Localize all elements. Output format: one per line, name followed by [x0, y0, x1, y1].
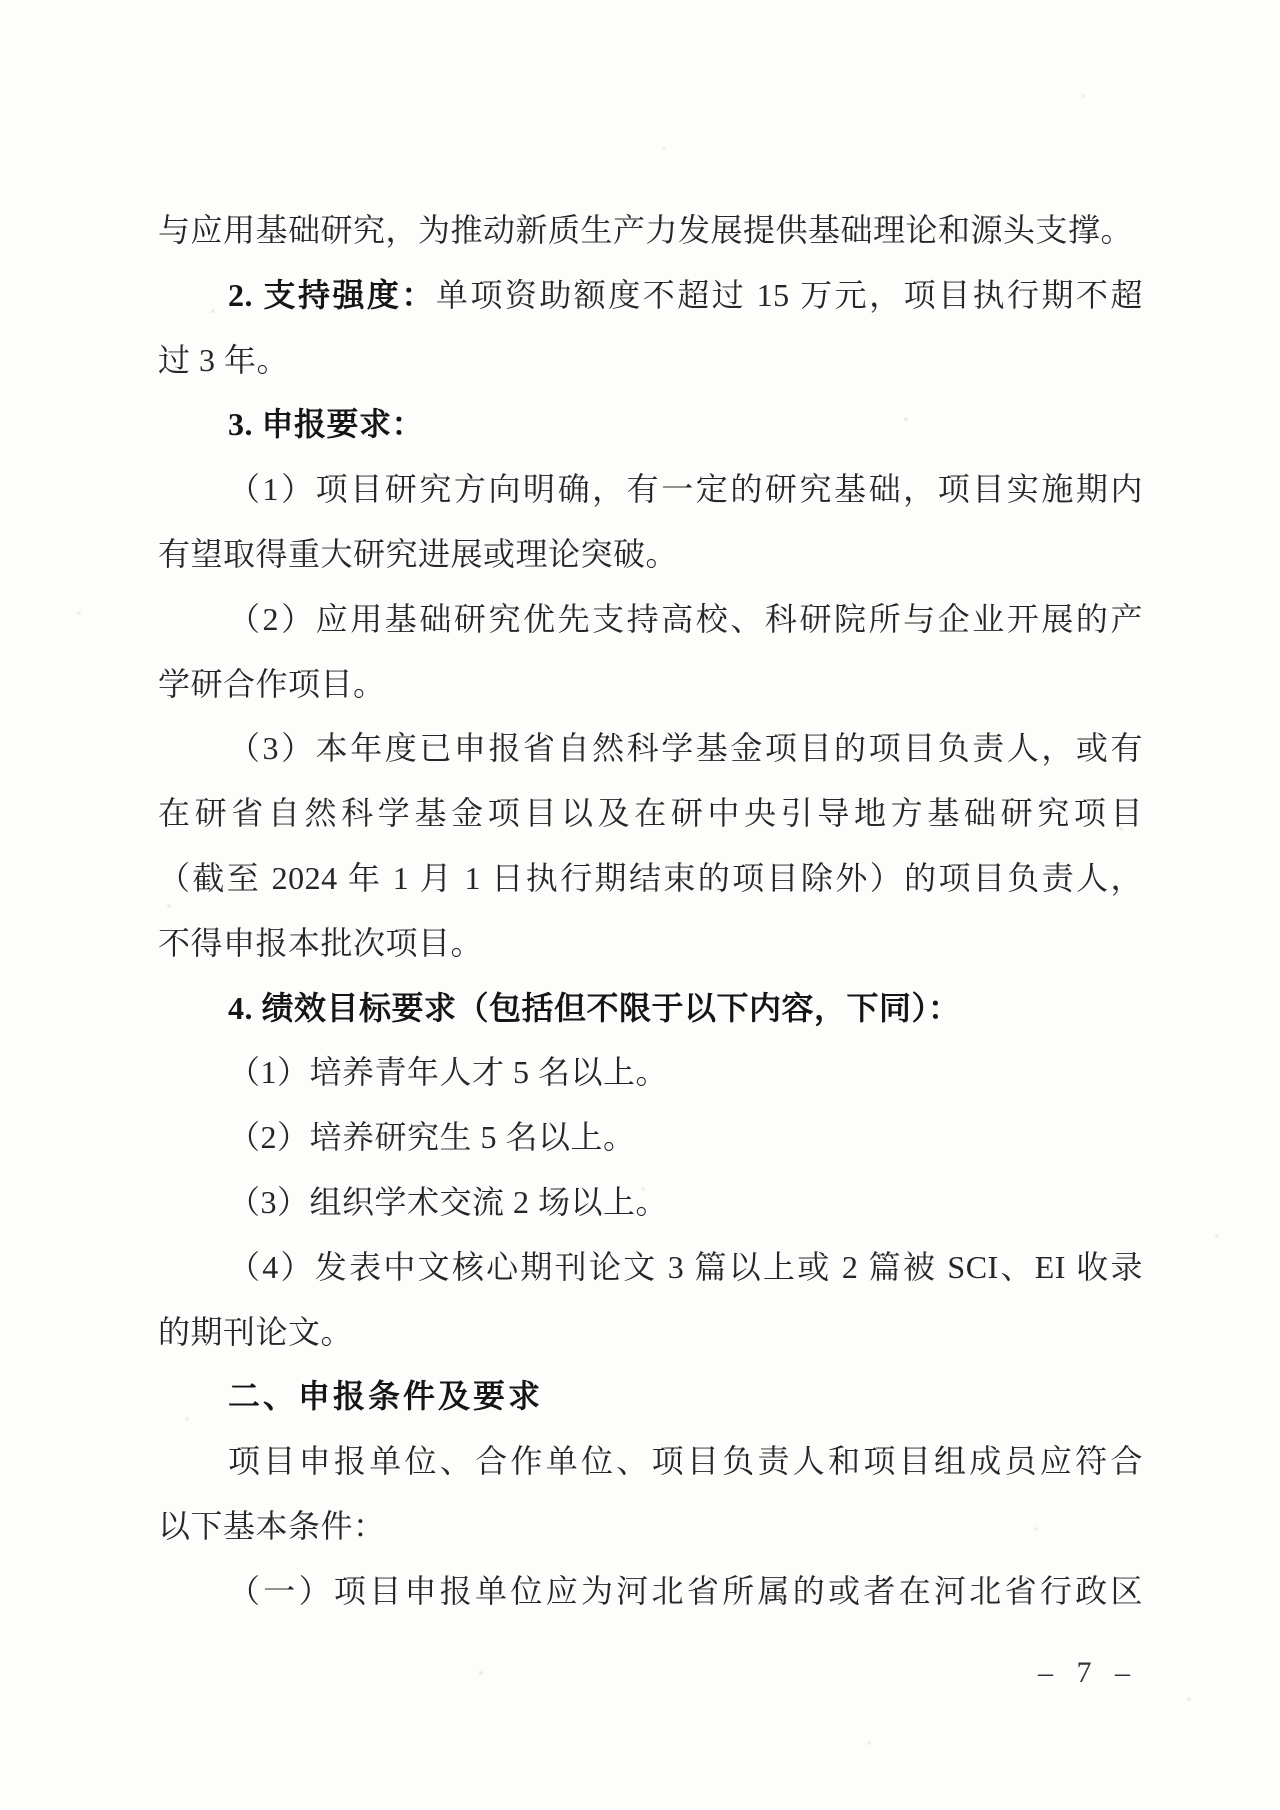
body-text: 过 3 年。 — [158, 341, 290, 378]
document-line — [158, 392, 1143, 456]
document-line — [158, 328, 1143, 392]
body-text: （4）发表中文核心期刊论文 3 篇以上或 2 篇被 SCI、EI 收录 — [228, 1248, 1143, 1285]
document-line — [158, 1494, 1143, 1558]
body-text: （3）本年度已申报省自然科学基金项目的项目负责人，或有 — [228, 730, 1143, 767]
body-text: （3）组织学术交流 2 场以上。 — [228, 1184, 669, 1220]
body-text: 在研省自然科学基金项目以及在研中央引导地方基础研究项目 — [158, 795, 1143, 832]
body-text: 项目申报单位、合作单位、项目负责人和项目组成员应符合 — [228, 1443, 1143, 1480]
document-line — [158, 652, 1143, 716]
document-line — [158, 522, 1143, 586]
body-text: （1）培养青年人才 5 名以上。 — [228, 1054, 669, 1091]
body-text: 单项资助额度不超过 15 万元，项目执行期不超 — [435, 276, 1143, 313]
body-text: 学研合作项目。 — [158, 665, 386, 702]
body-text: 有望取得重大研究进展或理论突破。 — [158, 536, 679, 572]
document-body — [158, 0, 1143, 1810]
document-line — [158, 1559, 1143, 1623]
document-line — [158, 1300, 1143, 1364]
document-line — [158, 1105, 1143, 1169]
document-line — [158, 846, 1143, 910]
body-text: 的期刊论文。 — [158, 1313, 354, 1350]
page-number: – 7 – — [1038, 1656, 1138, 1689]
document-line — [158, 716, 1143, 780]
document-line — [158, 198, 1143, 262]
document-line — [158, 1040, 1143, 1104]
document-line — [158, 911, 1143, 975]
document-line — [158, 781, 1143, 845]
heading-text: 2. 支持强度： — [228, 276, 436, 313]
body-text: 以下基本条件： — [158, 1508, 386, 1544]
body-text: （2）培养研究生 5 名以上。 — [228, 1119, 636, 1156]
heading-text: 3. 申报要求： — [228, 406, 425, 443]
body-text: 不得申报本批次项目。 — [158, 924, 484, 961]
body-text: （一）项目申报单位应为河北省所属的或者在河北省行政区 — [228, 1572, 1143, 1609]
body-text: （截至 2024 年 1 月 1 日执行期结束的项目除外）的项目负责人， — [158, 860, 1143, 896]
body-text: （2）应用基础研究优先支持高校、科研院所与企业开展的产 — [228, 600, 1143, 637]
document-line — [158, 1364, 1143, 1428]
document-line — [158, 263, 1143, 327]
document-line — [158, 587, 1143, 651]
heading-text: 二、申报条件及要求 — [228, 1378, 544, 1415]
document-line — [158, 1235, 1143, 1299]
body-text: （1）项目研究方向明确，有一定的研究基础，项目实施期内 — [228, 471, 1143, 508]
document-line — [158, 1429, 1143, 1493]
document-line — [158, 976, 1143, 1040]
document-line — [158, 457, 1143, 521]
body-text: 与应用基础研究，为推动新质生产力发展提供基础理论和源头支撑。 — [158, 212, 1134, 248]
document-line — [158, 1170, 1143, 1234]
heading-text: 4. 绩效目标要求（包括但不限于以下内容，下同）： — [228, 989, 961, 1026]
